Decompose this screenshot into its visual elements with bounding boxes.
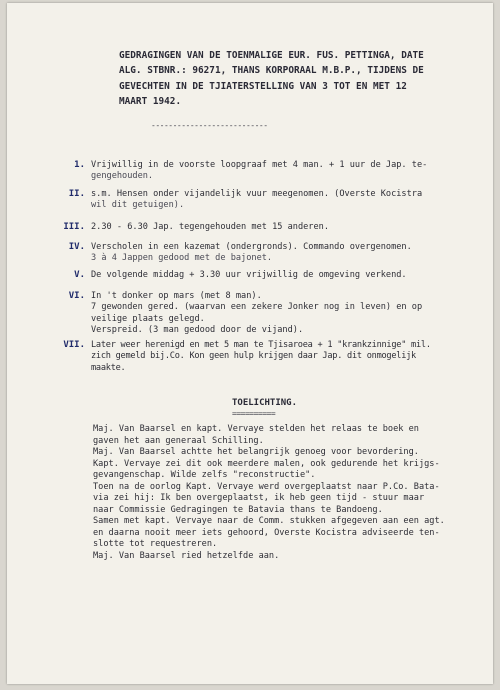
body-line: Maj. Van Baarsel ried hetzelfde aan. [93, 550, 280, 561]
heading-line-3: GEVECHTEN IN DE TJIATERSTELLING VAN 3 TOT EN MET 12 [119, 80, 407, 92]
item-line: 3 à 4 Jappen gedood met de bajonet. [91, 253, 273, 264]
item-number: IV. [68, 242, 85, 252]
heading-line-1: GEDRAGINGEN VAN DE TOENMALIGE EUR. FUS. PETTINGA, DATE [119, 50, 424, 61]
body-line: Maj. Van Baarsel achtte het belangrijk genoeg voor bevordering. [93, 447, 419, 457]
document-page [7, 3, 493, 684]
item-line: In 't donker op mars (met 8 man). [91, 291, 262, 301]
item-line: Later weer herenigd en met 5 man te Tjisaroea + 1 "krankzinnige" mil. [91, 340, 431, 350]
toelichting-underline: ========== [232, 409, 276, 418]
body-line: Samen met kapt. Vervaye naar de Comm. stukken afgegeven aan een agt. [93, 516, 445, 526]
item-line: 2.30 - 6.30 Jap. tegengehouden met 15 anderen. [91, 222, 329, 232]
item-line: Verspreid. (3 man gedood door de vijand). [91, 325, 304, 336]
toelichting-title: TOELICHTING. [232, 398, 298, 408]
body-line: Maj. Van Baarsel en kapt. Vervaye stelden het relaas te boek en [93, 424, 419, 434]
item-number: VII. [63, 340, 85, 350]
body-line: naar Commissie Gedragingen te Batavia thans te Bandoeng. [93, 504, 383, 515]
body-line: via zei hij: Ik ben overgeplaatst, ik heb geen tijd - stuur maar [93, 493, 425, 503]
document-heading [119, 48, 424, 109]
heading-line-4: MAART 1942. [119, 95, 182, 107]
toelichting-body [93, 424, 445, 562]
heading-line-2: ALG. STBNR.: 96271, THANS KORPORAAL M.B.P., TIJDENS DE [119, 65, 424, 77]
body-line: slotte tot requestreren. [93, 539, 218, 549]
item-text [91, 291, 422, 337]
item-line: 7 gewonden gered. (waarvan een zekere Jonker nog in leven) en op [91, 302, 423, 313]
item-line: maakte. [91, 362, 126, 373]
body-line: en daarna nooit meer iets gehoord, Overste Kocistra adviseerde ten- [93, 527, 440, 538]
item-line: zich gemeld bij.Co. Kon geen hulp krijgen daar Jap. dit onmogelijk [91, 351, 416, 362]
item-line: wil dit getuigen). [91, 200, 185, 211]
item-line: gengehouden. [91, 171, 154, 182]
item-text [91, 270, 407, 281]
item-line: s.m. Hensen onder vijandelijk vuur meegenomen. (Overste Kocistra [91, 189, 423, 199]
body-line: Kapt. Vervaye zei dit ook meerdere malen, ook gedurende het krijgs- [93, 458, 440, 469]
item-number: 1. [74, 160, 85, 170]
body-line: gaven het aan generaal Schilling. [93, 435, 264, 446]
item-text [91, 189, 422, 212]
item-text [91, 160, 427, 183]
heading-divider: --------------------------- [151, 121, 268, 130]
item-number: VI. [68, 291, 85, 301]
item-number: II. [68, 189, 85, 199]
item-text [91, 242, 412, 265]
body-line: Toen na de oorlog Kapt. Vervaye werd overgeplaatst naar P.Co. Bata- [93, 481, 440, 492]
item-number: III. [63, 222, 85, 232]
item-line: veilige plaats gelegd. [91, 313, 205, 324]
body-line: gevangenschap. Wilde zelfs "reconstructie". [93, 470, 316, 480]
item-line: Vrijwillig in de voorste loopgraaf met 4 man. + 1 uur de Jap. te- [91, 160, 428, 170]
item-number: V. [74, 270, 85, 280]
item-line: Verscholen in een kazemat (ondergronds). Commando overgenomen. [91, 242, 412, 252]
item-line: De volgende middag + 3.30 uur vrijwillig de omgeving verkend. [91, 270, 407, 280]
item-text [91, 340, 431, 374]
item-text [91, 222, 329, 233]
